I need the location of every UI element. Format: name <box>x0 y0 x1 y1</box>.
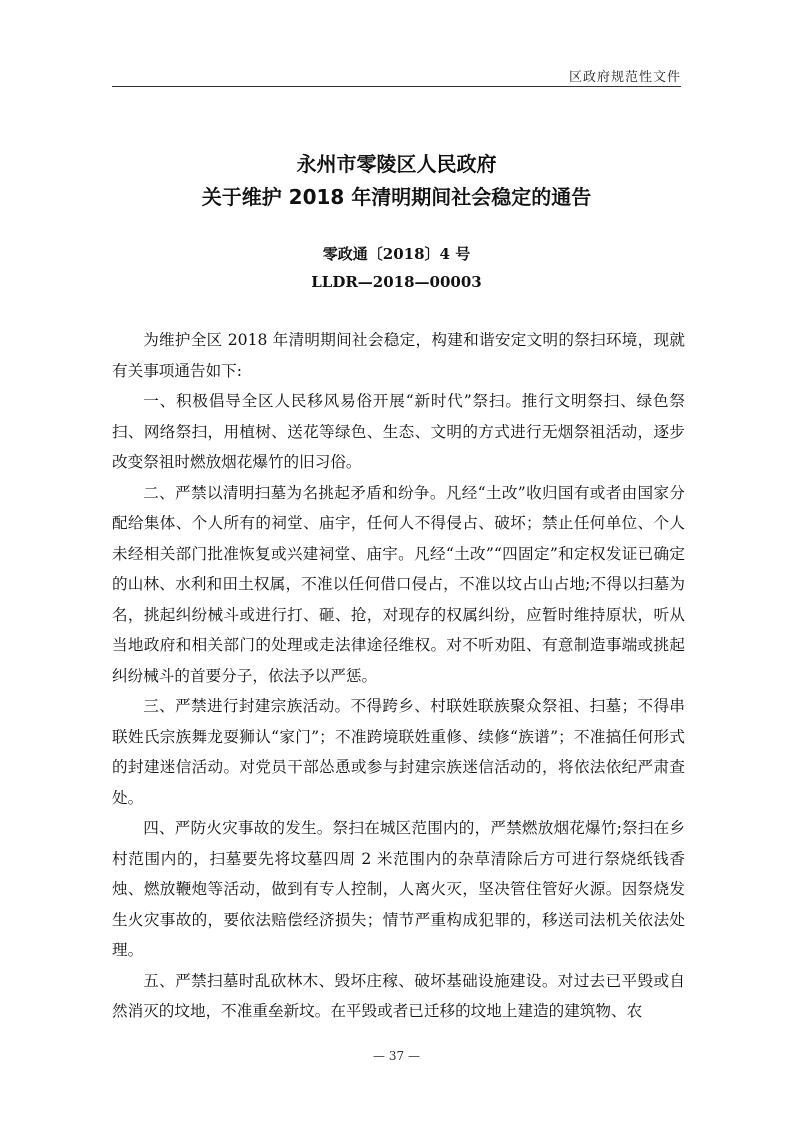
document-number-block <box>112 240 681 296</box>
document-title <box>112 148 681 214</box>
title-line-subject: 关于维护 2018 年清明期间社会稳定的通告 <box>201 185 592 209</box>
article-3-paragraph: 三、严禁进行封建宗族活动。不得跨乡、村联姓联族聚众祭祖、扫墓；不得串联姓氏宗族舞龙耍狮认“家门”；不准跨境联姓重修、续修“族谱”；不准搞任何形式的封建迷信活动。对党员干部怂恿或参与封建宗族迷信活动的，将依法依纪严肃查处。 <box>112 697 685 807</box>
notice-body <box>112 325 685 1027</box>
registration-number: LLDR—2018—00003 <box>311 273 482 291</box>
page-number: — 37 — <box>373 1049 420 1063</box>
document-category-label: 区政府规范性文件 <box>568 70 681 85</box>
header-divider <box>112 86 681 87</box>
article-1-paragraph: 一、积极倡导全区人民移风易俗开展“新时代”祭扫。推行文明祭扫、绿色祭扫、网络祭扫，用植树、送花等绿色、生态、文明的方式进行无烟祭祖活动，逐步改变祭祖时燃放烟花爆竹的旧习俗。 <box>112 392 685 471</box>
article-5-paragraph: 五、严禁扫墓时乱砍林木、毁坏庄稼、破坏基础设施建设。对过去已平毁或自然消灭的坟地，不准重垒新坟。在平毁或者已迁移的坟地上建造的建筑物、农 <box>112 971 685 1020</box>
intro-paragraph: 为维护全区 2018 年清明期间社会稳定，构建和谐安定文明的祭扫环境，现就有关事项通告如下: <box>112 331 685 380</box>
title-line-issuer: 永州市零陵区人民政府 <box>296 152 497 176</box>
document-number: 零政通〔2018〕4 号 <box>322 245 471 263</box>
article-4-paragraph: 四、严防火灾事故的发生。祭扫在城区范围内的，严禁燃放烟花爆竹;祭扫在乡村范围内的，扫墓要先将坟墓四周 2 米范围内的杂草清除后方可进行祭烧纸钱香烛、燃放鞭炮等活动，做到有专人控制，人离火灭，坚决管住管好火源。因祭烧发生火灾事故的，要依法赔偿经济损失；情节严重构成犯罪的，移送司法机关依法处理。 <box>112 819 685 959</box>
article-2-paragraph: 二、严禁以清明扫墓为名挑起矛盾和纷争。凡经“土改”收归国有或者由国家分配给集体、个人所有的祠堂、庙宇，任何人不得侵占、破坏；禁止任何单位、个人未经相关部门批准恢复或兴建祠堂、庙宇。凡经“土改”“四固定”和定权发证已确定的山林、水利和田土权属，不准以任何借口侵占，不准以坟占山占地;不得以扫墓为名，挑起纠纷械斗或进行打、砸、抢，对现存的权属纠纷，应暂时维持原状，听从当地政府和相关部门的处理或走法律途径维权。对不听劝阻、有意制造事端或挑起纠纷械斗的首要分子，依法予以严惩。 <box>112 483 685 685</box>
